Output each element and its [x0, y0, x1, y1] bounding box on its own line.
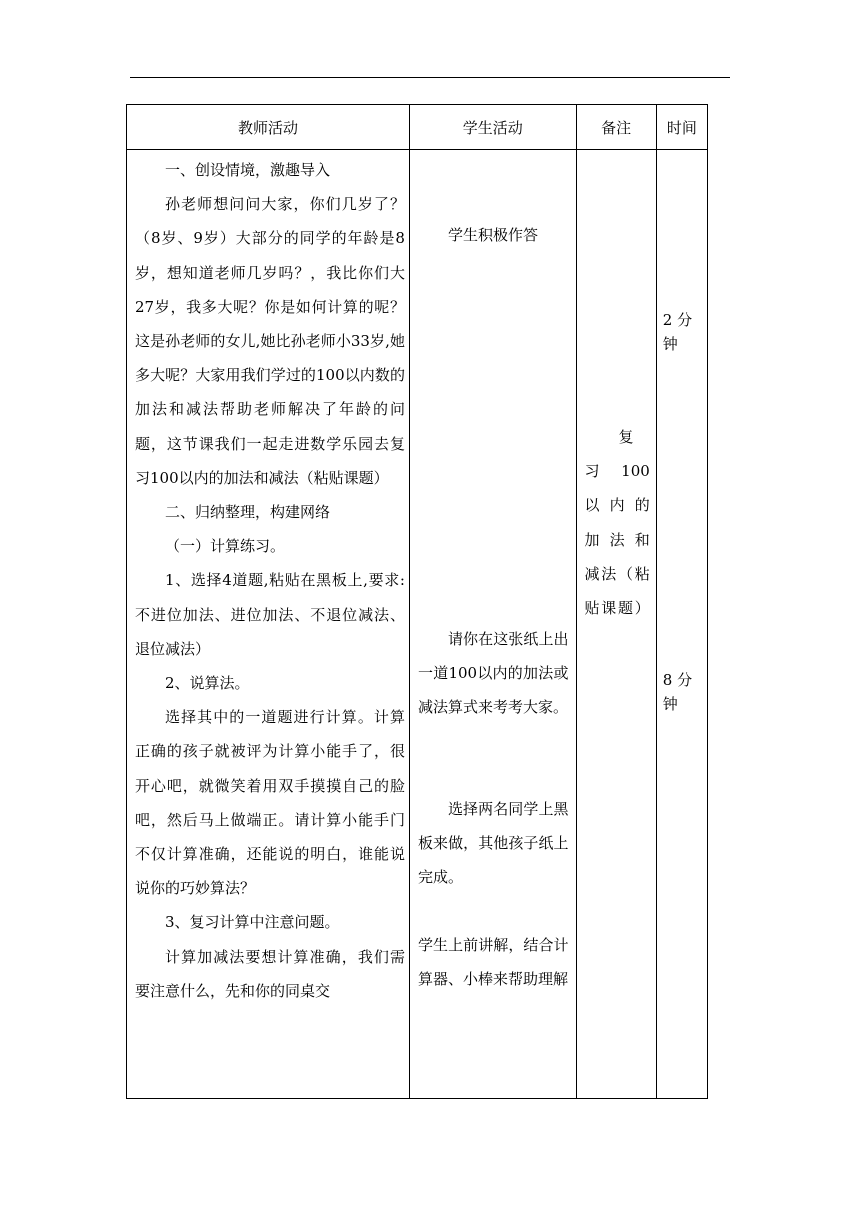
header-teacher-activity: 教师活动	[127, 105, 410, 150]
remark-line: 以内的	[584, 496, 650, 515]
header-time: 时间	[656, 105, 707, 150]
paragraph: 1、选择4道题,粘贴在黑板上,要求:不进位加法、进位加法、不退位减法、退位减法）	[135, 571, 405, 658]
student-activity-text: 选择两名同学上黑板来做，其他孩子纸上完成。	[417, 800, 569, 887]
paragraph: 孙老师想问问大家，你们几岁了？（8岁、9岁）大部分的同学的年龄是8岁，想知道老师几岁吗？，我比你们大27岁，我多大呢？你是如何计算的呢？这是孙老师的女儿,她比孙老师小33岁,她多大呢？大家用我们学过的100以内数的加法和减法帮助老师解决了年龄的问题，这节课我们一起走进数学乐园去复习100以内的加法和减法（粘贴课题）	[135, 195, 405, 487]
remarks-cell	[576, 150, 656, 1099]
header-remarks: 备注	[576, 105, 656, 150]
time-value: 8 分钟	[662, 671, 693, 713]
remark-line: 习 100	[584, 462, 650, 481]
paragraph: 选择其中的一道题进行计算。计算正确的孩子就被评为计算小能手了，很开心吧，就微笑着用双手摸摸自己的脸吧，然后马上做端正。请计算小能手门不仅计算准确，还能说的明白，谁能说说你的巧妙算法？	[135, 708, 405, 898]
remark-line: 加法和	[584, 530, 650, 549]
student-activity-text: 请你在这张纸上出一道100以内的加法或减法算式来考考大家。	[417, 630, 569, 717]
student-activity-text: 学生上前讲解，结合计算器、小棒来帮助理解	[417, 936, 569, 989]
subsection-heading: （一）计算练习。	[165, 537, 286, 556]
student-activity-cell	[409, 150, 576, 1099]
paragraph: 2、说算法。	[165, 674, 250, 693]
section-heading: 一、创设情境，激趣导入	[165, 161, 331, 179]
remark-line: 复	[618, 428, 634, 446]
paragraph: 3、复习计算中注意问题。	[165, 913, 340, 932]
table-header-row	[127, 105, 708, 150]
time-cell	[656, 150, 707, 1099]
table-body-row	[127, 150, 708, 1099]
teacher-activity-cell	[127, 150, 410, 1099]
header-rule	[130, 77, 730, 78]
student-activity-text: 学生积极作答	[447, 226, 538, 244]
header-student-activity: 学生活动	[409, 105, 576, 150]
section-heading: 二、归纳整理，构建网络	[165, 503, 331, 522]
time-value: 2 分钟	[662, 311, 693, 353]
lesson-plan-table	[126, 104, 708, 1099]
remark-line: 贴课题）	[584, 599, 650, 618]
remark-line: 减法（粘	[584, 564, 650, 583]
paragraph: 计算加减法要想计算准确，我们需要注意什么，先和你的同桌交	[135, 947, 405, 1000]
